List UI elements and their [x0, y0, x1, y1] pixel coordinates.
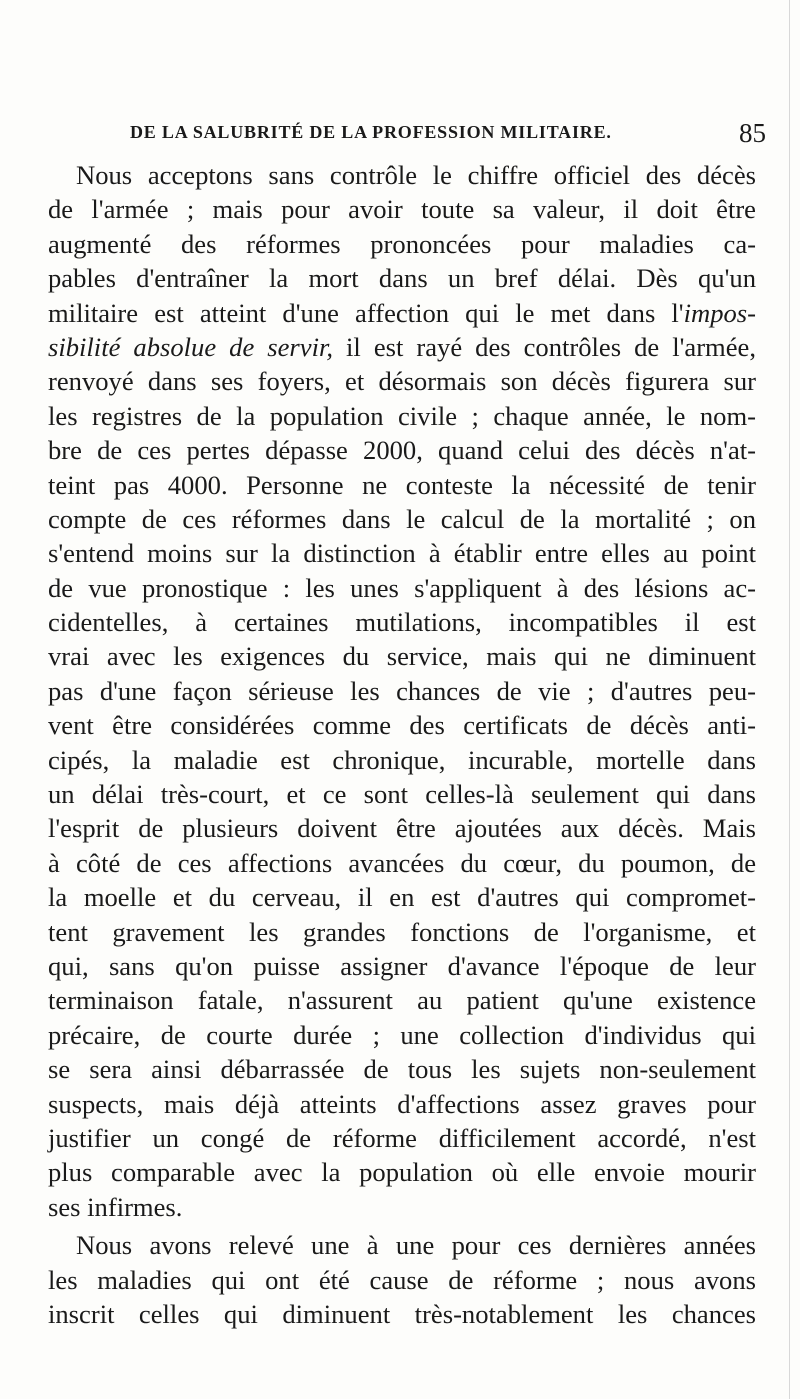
- paragraph-2: [48, 1228, 756, 1331]
- text-line: les registres de la population civile ; chaque année, le nom-: [48, 400, 756, 431]
- text-line: suspects, mais déjà atteints d'affections assez graves pour: [48, 1088, 756, 1119]
- text-line: les maladies qui ont été cause de réforme ; nous avons: [48, 1264, 756, 1295]
- text-line: inscrit celles qui diminuent très-notablement les chances: [48, 1298, 756, 1329]
- text-line: renvoyé dans ses foyers, et désormais son décès figurera sur: [48, 366, 756, 397]
- text-line: pas d'une façon sérieuse les chances de vie ; d'autres peu-: [48, 675, 756, 706]
- text-line: pables d'entraîner la mort dans un bref délai. Dès qu'un: [48, 263, 756, 294]
- text-segment: militaire est atteint d'une affection qui le met dans l': [48, 297, 684, 328]
- text-line: tent gravement les grandes fonctions de l'organisme, et: [48, 916, 756, 947]
- text-line: s'entend moins sur la distinction à établir entre elles au point: [48, 538, 756, 569]
- text-line: bre de ces pertes dépasse 2000, quand celui des décès n'at-: [48, 435, 756, 466]
- text-line: justifier un congé de réforme difficilement accordé, n'est: [48, 1122, 756, 1153]
- text-line: plus comparable avec la population où elle envoie mourir: [48, 1157, 756, 1188]
- text-line: vrai avec les exigences du service, mais qui ne diminuent: [48, 641, 756, 672]
- text-line: se sera ainsi débarrassée de tous les sujets non-seulement: [48, 1054, 756, 1085]
- text-line: [48, 296, 756, 330]
- page-number: 85: [739, 118, 766, 148]
- text-line: augmenté des réformes prononcées pour maladies ca-: [48, 228, 756, 259]
- text-segment: il est rayé des contrôles de l'armée,: [333, 331, 756, 362]
- text-line: vent être considérées comme des certificats de décès anti-: [48, 710, 756, 741]
- italic-phrase: impos-: [683, 297, 756, 328]
- text-line: précaire, de courte durée ; une collection d'individus qui: [48, 1019, 756, 1050]
- page-edge-divider: [789, 0, 790, 1399]
- text-line: cipés, la maladie est chronique, incurable, mortelle dans: [48, 744, 756, 775]
- text-line: qui, sans qu'on puisse assigner d'avance l'époque de leur: [48, 950, 756, 981]
- text-line: cidentelles, à certaines mutilations, incompatibles il est: [48, 607, 756, 638]
- italic-phrase: sibilité absolue de servir,: [48, 331, 334, 362]
- text-line: [48, 330, 756, 364]
- text-line: teint pas 4000. Personne ne conteste la nécessité de tenir: [48, 469, 756, 500]
- text-line: l'esprit de plusieurs doivent être ajoutées aux décès. Mais: [48, 813, 756, 844]
- text-line: de vue pronostique : les unes s'appliquent à des lésions ac-: [48, 572, 756, 603]
- text-line: un délai très-court, et ce sont celles-là seulement qui dans: [48, 779, 756, 810]
- text-line: ses infirmes.: [48, 1191, 183, 1222]
- text-line: Nous avons relevé une à une pour ces dernières années: [76, 1230, 756, 1261]
- page-header: [130, 118, 766, 154]
- text-line: compte de ces réformes dans le calcul de la mortalité ; on: [48, 503, 756, 534]
- text-line: terminaison fatale, n'assurent au patient qu'une existence: [48, 985, 756, 1016]
- running-head: DE LA SALUBRITÉ DE LA PROFESSION MILITAIRE.: [130, 122, 612, 142]
- body-text: [48, 158, 756, 1331]
- text-line: la moelle et du cerveau, il en est d'autres qui compromet-: [48, 882, 756, 913]
- paragraph-1: [48, 158, 756, 1224]
- text-line: de l'armée ; mais pour avoir toute sa valeur, il doit être: [48, 194, 756, 225]
- text-line: à côté de ces affections avancées du cœur, du poumon, de: [48, 847, 756, 878]
- text-line: Nous acceptons sans contrôle le chiffre officiel des décès: [76, 160, 756, 190]
